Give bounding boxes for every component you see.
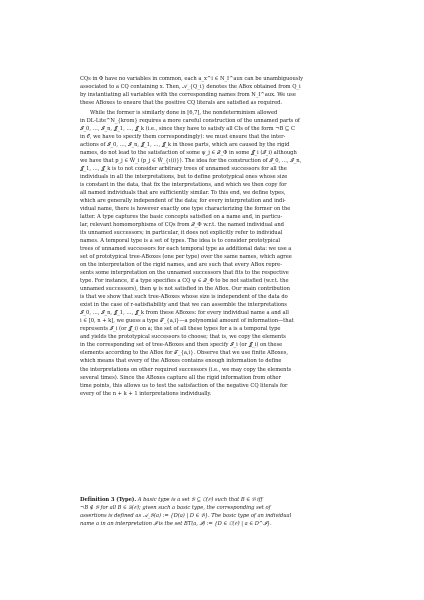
text-line: represents 𝓘_i (or 𝓙_i) on a; the set of all these types for a is a temporal type: [80, 326, 281, 333]
text-line: exist in the case of r-satisfiability and that we can assemble the interpretations: [80, 302, 287, 309]
text-line: unnamed successors), then ψ is not satisfied in the ABox. Our main contribution: [80, 286, 290, 293]
text-line: While the former is similarly done in [6,7], the nondeterminism allowed: [90, 110, 278, 116]
text-line: vidual name, there is however exactly one type characterizing the former on the: [80, 206, 291, 213]
paragraph-1: [80, 75, 350, 107]
text-line: 𝓘_0, …, 𝓘_n, 𝓙_1, …, 𝓙_k from these ABoxes: for every individual name a and all: [80, 310, 289, 317]
text-line: CQs in Φ have no variables in common, each a_x^i ∈ N_I^aux can be unambiguously: [80, 76, 304, 82]
text-line: on the interpretation of the rigid names, and are such that every ABox repre-: [80, 262, 282, 269]
text-line: i ∈ [0, n + k], we guess a type 𝒯_{a,i}—a polynomial amount of information—that: [80, 318, 294, 325]
definition-heading: Definition 3 (Type).: [80, 497, 137, 503]
text-line: assertions is defined as 𝒜_𝔅(a) := {D(a) | D ∈ 𝔅}. The basic type of an individual: [80, 513, 292, 520]
definition-3: [80, 496, 350, 528]
text-line: we have that p_j ∈ W̄_i (p_j ∈ W̄_{ι(i)}). The idea for the construction of 𝓘_0, …, 𝓘_n,: [80, 158, 302, 165]
text-line: these ABoxes to ensure that the positive CQ literals are satisfied as required.: [80, 100, 283, 107]
definition-text: A basic type is a set 𝔅 ⊆ ℂ(𝒪) such that B ∈ 𝔅 iff: [137, 497, 263, 503]
text-line: names, do not lead to the satisfaction of some ψ_j ∈ 𝒬_Φ in some 𝓙_i (𝓘_i) although: [80, 150, 297, 157]
text-line: elements according to the ABox for 𝒯_{a,i}. Observe that we use finite ABoxes,: [80, 350, 288, 357]
text-line: lar, relevant homomorphisms of CQs from 𝒬_Φ w.r.t. the named individual and: [80, 222, 284, 229]
text-line: sents some interpretation on the unnamed successors that fits to the respective: [80, 270, 289, 277]
text-line: every of the n + k + 1 interpretations individually.: [80, 390, 212, 397]
text-line: by instantiating all variables with the corresponding names from N_I^aux. We use: [80, 92, 296, 99]
text-line: and yields the prototypical successors to choose; that is, we copy the elements: [80, 334, 286, 341]
text-line: several times). Since the ABoxes capture all the rigid information from other: [80, 374, 281, 381]
paragraph-2: [80, 109, 350, 398]
definition-first-line: [80, 496, 350, 504]
text-line: name a in an interpretation 𝓘 is the set BT(a, 𝓘) := {D ∈ ℂ(𝒪) | a ∈ D^𝓘}.: [80, 521, 272, 528]
text-line: its unnamed successors; in particular, it does not explicitly refer to individual: [80, 230, 283, 237]
text-line: actions of 𝓘_0, …, 𝓘_n, 𝓙_1, …, 𝓙_k in those parts, which are caused by the rigid: [80, 142, 290, 149]
text-line: 𝓘_0, …, 𝓘_n, 𝓙_1, …, 𝓙_k (i.e., since they have to satisfy all CIs of the form ¬B ⊑ C: [80, 126, 295, 133]
text-line: in DL-Lite^N_{krom} requires a more careful construction of the unnamed parts of: [80, 118, 300, 125]
text-line: latter. A type captures the basic concepts satisfied on a name and, in particu-: [80, 214, 283, 221]
text-line: in the corresponding set of tree-ABoxes and then specify 𝓘_i (or 𝓙_i) on these: [80, 342, 283, 349]
text-line: is that we show that such tree-ABoxes whose size is independent of the data do: [80, 294, 288, 301]
text-line: all named individuals that are sufficiently similar. To this end, we define types,: [80, 190, 286, 197]
text-line: 𝓙_1, …, 𝓙_k is to not consider arbitrary trees of unnamed successors for all the: [80, 166, 287, 173]
text-line: ¬B ∉ 𝔅 for all B ∈ 𝔹(𝒪); given such a basic type, the corresponding set of: [80, 505, 271, 512]
text-line: which means that every of the ABoxes contains enough information to define: [80, 358, 282, 365]
text-line: set of prototypical tree-ABoxes (one per type) over the same names, which agree: [80, 254, 292, 261]
text-line: trees of unnamed successors for each temporal type as additional data: we use a: [80, 246, 292, 253]
text-line: is constant in the data, that fix the interpretations, and which we then copy for: [80, 182, 287, 189]
text-line: the interpretations on other required successors (i.e., we may copy the elements: [80, 366, 292, 373]
text-line: names. A temporal type is a set of types. The idea is to consider prototypical: [80, 238, 281, 245]
text-line: in 𝒪, we have to specify them correspondingly): we must ensure that the inter-: [80, 134, 286, 141]
text-line: which are generally independent of the data; for every interpretation and indi-: [80, 198, 286, 205]
text-line: associated to a CQ containing x. Then, 𝒜_{Q_i} denotes the ABox obtained from Q_i: [80, 84, 301, 91]
text-line: individuals in all the interpretations, but to define prototypical ones whose size: [80, 174, 288, 181]
text-line: type. For instance, if a type specifies a CQ ψ ∈ 𝒬_Φ to be not satisfied (w.r.t. the: [80, 278, 289, 285]
text-line: time points, this allows us to test the satisfaction of the negative CQ literals for: [80, 382, 288, 389]
